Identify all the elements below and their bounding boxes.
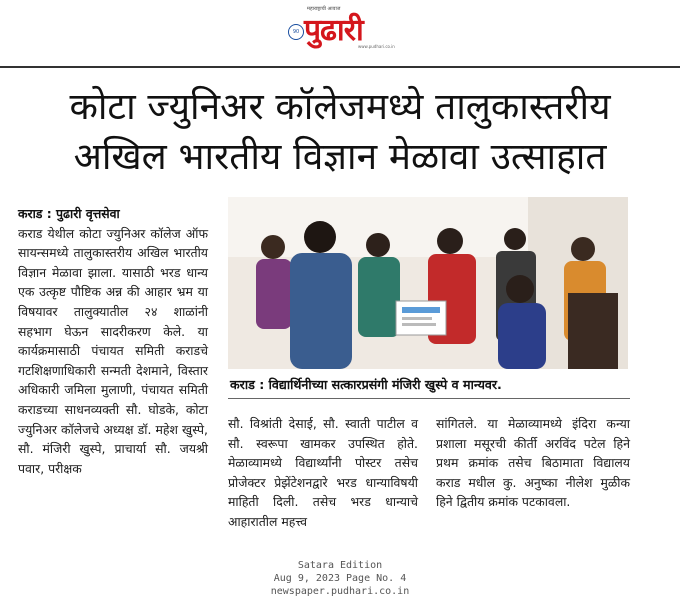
article-body-right: सांगितले. या मेळाव्यामध्ये इंदिरा कन्या प्रशाला मसूरची कीर्ती अरविंद पटेल हिने प्रथम क्रमांक तसेच बिठामाता विद्यालय कराड मधील कु. अनुष्का नीलेश मुळीक हिने द्वितीय क्रमांक पटकावला. [436,416,630,510]
article-body-left: कराड येथील कोटा ज्युनिअर कॉलेज ऑफ सायन्समध्ये तालुकास्तरीय अखिल भारतीय विज्ञान मेळावा झाला. यासाठी भरड धान्य एक उत्कृष्ट पौष्टिक अन्न की आहार भ्रम या विषयावर तालुक्यातील २४ शाळांनी सहभाग घेऊन सादरीकरण केले. या कार्यक्रमासाठी पंचायत समिती कराडचे गटशिक्षणाधिकारी सन्मती देशमाने, विस्तार अधिकारी जमिला मुलाणी, पंचायत समिती कराडच्या साधनव्यक्ती सौ. घोडके, कोटा ज्युनिअर कॉलेजचे अध्यक्ष डॉ. महेश खुस्पे, सौ. मंजिरी खुस्पे, प्राचार्या सौ. जयश्री पवार, परीक्षक [18,225,208,476]
footer-site-link[interactable]: newspaper.pudhari.co.in [270,586,410,597]
headline-line-2: अखिल भारतीय विज्ञान मेळावा उत्साहात [73,135,607,178]
photo-caption: कराड : विद्यार्थिनीच्या सत्कारप्रसंगी मंजिरी खुस्पे व मान्यवर. [230,377,502,392]
headline-line-1: कोटा ज्युनिअर कॉलेजमध्ये तालुकास्तरीय [69,85,611,128]
masthead-url: www.pudhari.co.in [358,44,395,49]
headline [0,82,680,182]
edition-footer [0,559,680,598]
footer-date-page: Aug 9, 2023 Page No. 4 [273,573,407,584]
caption-divider [228,398,630,399]
newspaper-logo: पुढारी [304,13,363,48]
article-dateline: कराड : पुढारी वृत्तसेवा [18,206,120,221]
footer-edition: Satara Edition [297,560,383,571]
masthead [0,0,680,64]
felicitation-photo-illustration [228,197,628,369]
article-column-middle [228,414,418,532]
article-column-left [18,204,208,478]
news-photo [228,197,628,369]
article-body-middle: सौ. विश्रांती देसाई, सौ. स्वाती पाटील व सौ. स्वरूपा खामकर उपस्थित होते. मेळाव्यामध्ये विद्यार्थ्यांनी पोस्टर तसेच प्रोजेक्टर प्रेझेंटेशनद्वारे भरड धान्याविषयी माहिती दिली. तसेच भरड धान्याचे आहारातील महत्त्व [228,416,418,529]
article-column-right [436,414,630,512]
masthead-divider [0,66,680,68]
anniversary-seal-icon: 90 [288,24,304,40]
masthead-tagline: महाराष्ट्राची आवाज [307,6,341,12]
